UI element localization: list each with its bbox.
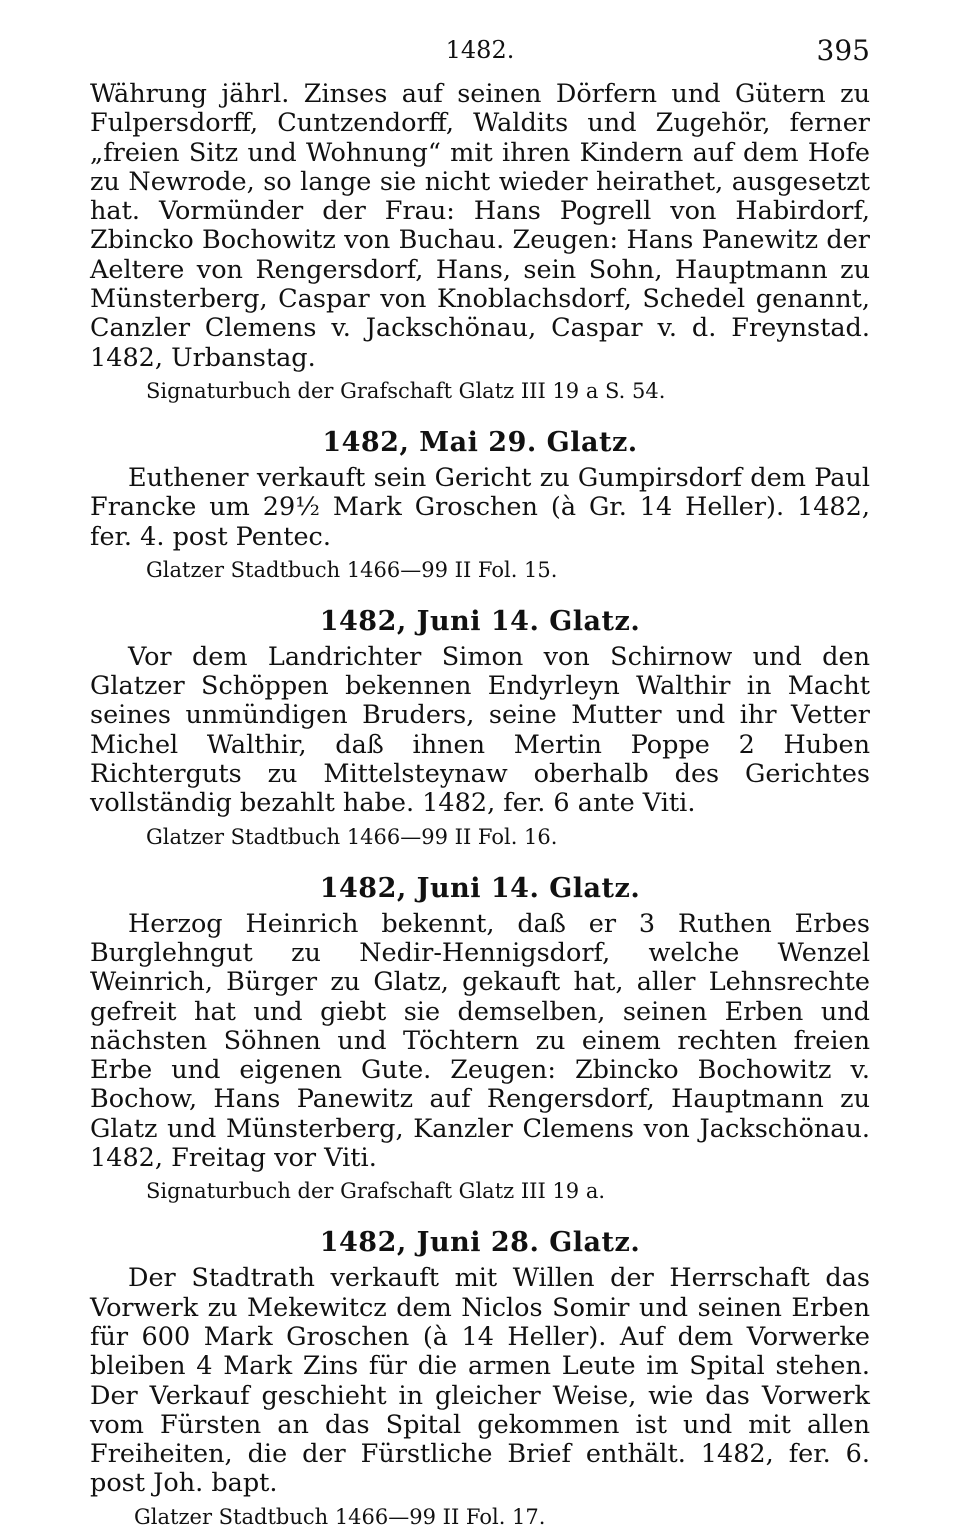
entry-text: Vor dem Landrichter Simon von Schirnow und den Glatzer Schöppen bekennen Endyrleyn Walthir in Macht seines unmündigen Bruders, seine Mutter und ihr Vetter Michel Walthir, daß ihnen Mertin Poppe 2 Huben Richterguts zu Mittelsteynaw oberhalb des Gerichtes vollständig bezahlt habe. 1482, fer. 6 ante Viti. — [90, 641, 870, 819]
page-number: 395 — [816, 34, 870, 67]
entry-heading: 1482, Juni 14. Glatz. — [319, 872, 641, 904]
page-header — [90, 30, 870, 80]
intro-source: Signaturbuch der Grafschaft Glatz III 19 a S. 54. — [146, 378, 666, 403]
entry-source: Glatzer Stadtbuch 1466—99 II Fol. 16. — [146, 824, 558, 849]
entry-source: Glatzer Stadtbuch 1466—99 II Fol. 17. — [134, 1504, 546, 1529]
entry-text: Euthener verkauft sein Gericht zu Gumpirsdorf dem Paul Francke um 29½ Mark Groschen (à Gr. 14 Heller). 1482, fer. 4. post Pentec. — [90, 462, 870, 552]
entry-source: Glatzer Stadtbuch 1466—99 II Fol. 15. — [146, 557, 558, 582]
intro-paragraph: Währung jährl. Zinses auf seinen Dörfern und Gütern zu Fulpersdorff, Cuntzendorff, Waldits und Zugehör, ferner „freien Sitz und Wohnung“ mit ihren Kindern auf dem Hofe zu Newrode, so lange sie nicht wieder heirathet, ausgesetzt hat. Vormünder der Frau: Hans Pogrell von Habirdorf, Zbincko Bochowitz von Buchau. Zeugen: Hans Panewitz der Aeltere von Rengersdorf, Hans, sein Sohn, Hauptmann zu Münsterberg, Caspar von Knoblachsdorf, Schedel genannt, Canzler Clemens v. Jackschönau, Caspar v. d. Freynstad. 1482, Urbanstag. — [90, 79, 870, 373]
entry-text: Herzog Heinrich bekennt, daß er 3 Ruthen Erbes Burglehngut zu Nedir-Hennigsdorf, welche Wenzel Weinrich, Bürger zu Glatz, gekauft hat, aller Lehnsrechte gefreit hat und giebt sie demselben, seinen Erben und nächsten Söhnen und Töchtern zu einem rechten freien Erbe und eigenen Gute. Zeugen: Zbincko Bochowitz v. Bochow, Hans Panewitz auf Rengersdorf, Hauptmann zu Glatz und Münsterberg, Kanzler Clemens von Jackschönau. 1482, Freitag vor Viti. — [90, 908, 870, 1174]
entry-heading: 1482, Juni 28. Glatz. — [319, 1227, 641, 1259]
entry-heading: 1482, Mai 29. Glatz. — [322, 426, 638, 458]
running-head-year: 1482. — [445, 36, 515, 64]
entry-source: Signaturbuch der Grafschaft Glatz III 19 a. — [146, 1179, 606, 1204]
document-page — [90, 30, 870, 1531]
entry-text: Der Stadtrath verkauft mit Willen der Herrschaft das Vorwerk zu Mekewitcz dem Niclos Somir und seinen Erben für 600 Mark Groschen (à 14 Heller). Auf dem Vorwerke bleiben 4 Mark Zins für die armen Leute im Spital stehen. Der Verkauf geschieht in gleicher Weise, wie das Vorwerk vom Fürsten an das Spital gekommen ist und mit allen Freiheiten, die der Fürstliche Brief enthält. 1482, fer. 6. post Joh. bapt. — [90, 1263, 870, 1499]
entry-heading: 1482, Juni 14. Glatz. — [319, 605, 641, 637]
